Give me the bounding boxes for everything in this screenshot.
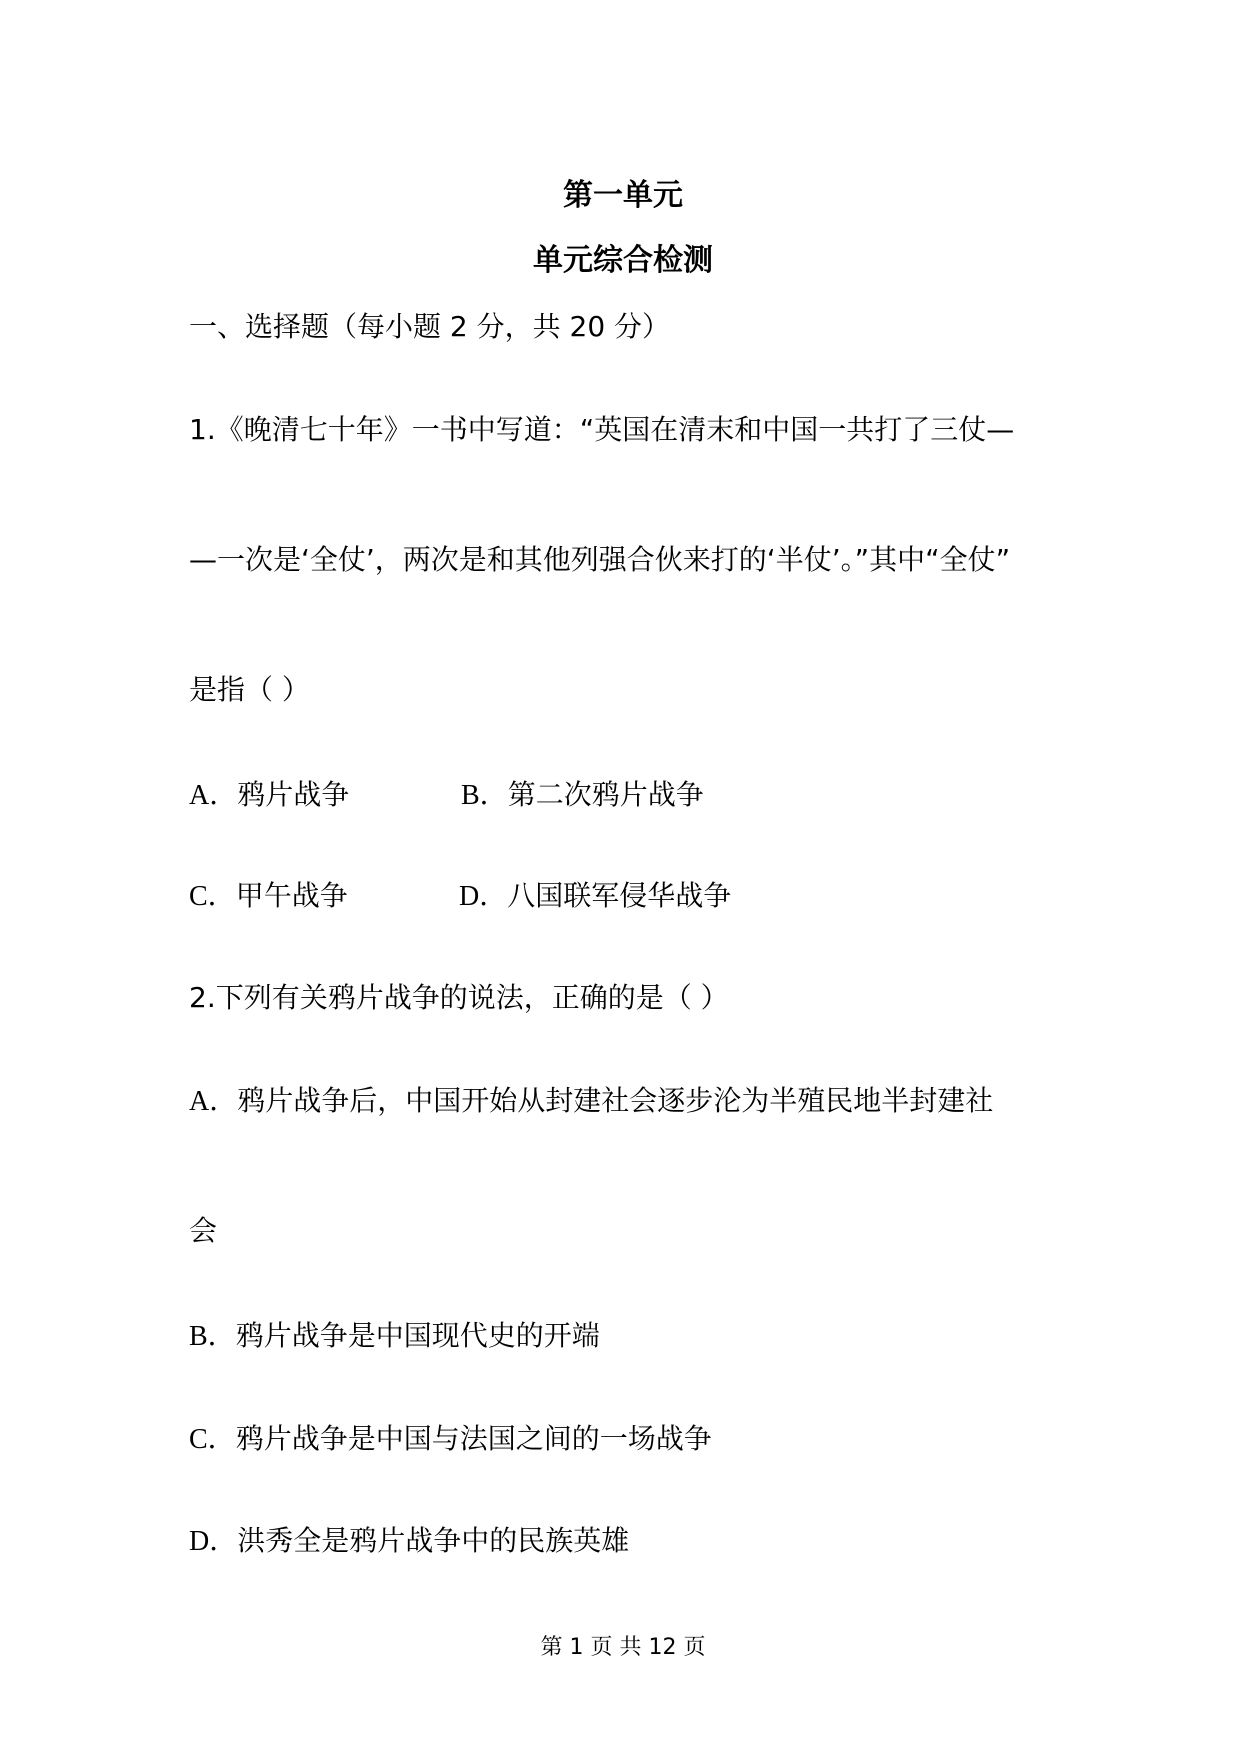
section-heading: 一、选择题（每小题 2 分，共 20 分）	[189, 310, 671, 343]
option-text: 第二次鸦片战争	[507, 778, 704, 811]
option-text: 八国联军侵华战争	[507, 879, 732, 912]
unit-title: 第一单元	[563, 178, 683, 213]
option-label: D．	[189, 1526, 238, 1557]
option-label: B．	[461, 780, 508, 811]
option-text: 洪秀全是鸦片战争中的民族英雄	[237, 1524, 630, 1557]
option-label: D．	[459, 881, 508, 912]
question-1-option-c	[189, 878, 348, 915]
question-2-option-d	[189, 1523, 629, 1560]
question-1-stem-line-1: 1.《晚清七十年》一书中写道：“英国在清末和中国一共打了三仗—	[189, 413, 1015, 446]
option-label: C．	[189, 1424, 236, 1455]
question-1-stem-line-2: —一次是‘全仗’，两次是和其他列强合伙来打的‘半仗’。”其中“全仗”	[189, 543, 1011, 576]
option-label: A．	[189, 780, 238, 811]
option-text: 鸦片战争	[237, 778, 350, 811]
question-1-stem-line-3: 是指（ ）	[189, 673, 310, 706]
question-2-option-a-continuation: 会	[189, 1214, 218, 1247]
question-1-option-a	[189, 777, 349, 814]
question-2-stem: 2.下列有关鸦片战争的说法，正确的是（ ）	[189, 981, 729, 1014]
question-1-option-b	[461, 777, 704, 814]
question-2-option-a	[189, 1083, 993, 1120]
option-label: B．	[189, 1321, 236, 1352]
question-1-option-d	[459, 878, 731, 915]
question-2-option-b	[189, 1318, 600, 1355]
exam-subtitle: 单元综合检测	[533, 243, 713, 278]
option-text: 鸦片战争后，中国开始从封建社会逐步沦为半殖民地半封建社	[237, 1084, 994, 1117]
question-2-option-c	[189, 1421, 712, 1458]
option-label: A．	[189, 1086, 238, 1117]
option-label: C．	[189, 881, 236, 912]
option-text: 鸦片战争是中国与法国之间的一场战争	[235, 1422, 712, 1455]
option-text: 甲午战争	[235, 879, 348, 912]
page-indicator: 第 1 页 共 12 页	[540, 1635, 706, 1660]
option-text: 鸦片战争是中国现代史的开端	[235, 1319, 600, 1352]
